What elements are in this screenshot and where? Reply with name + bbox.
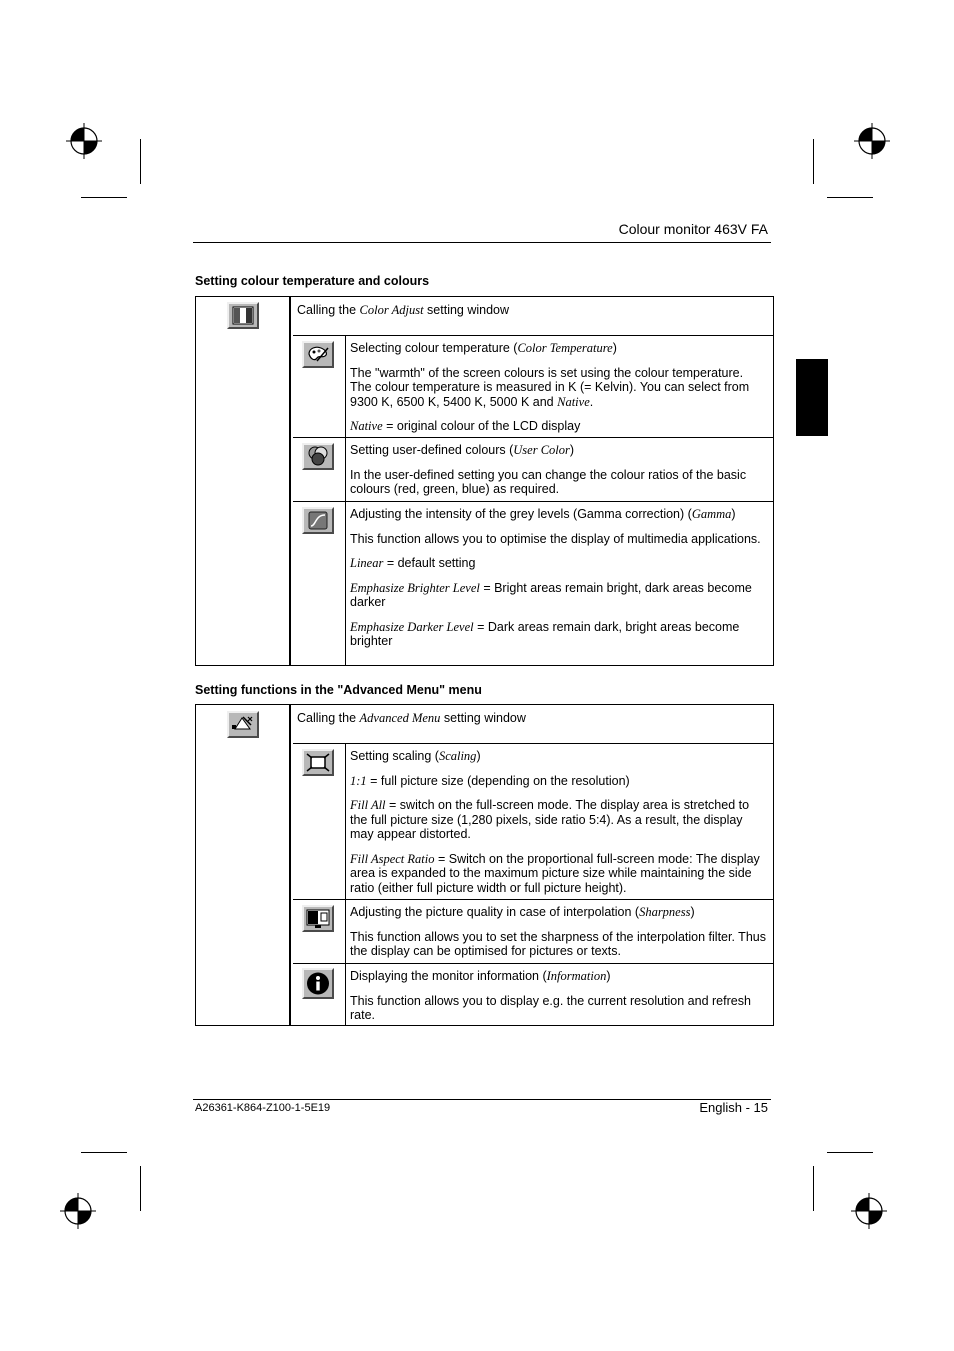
scaling-text: Setting scaling (Scaling) 1:1 = full picture size (depending on the resolution) Fill All = switch on the full-screen mode. The display area is stretched to the full picture size (1,280 pixels, side ratio 5:4). As a result, the display may appear distorted. Fill Aspect Ratio = Switch on the proportional full-screen mode: The display area is expanded to the maximum picture size while maintaining the side ratio (either full picture width or full picture height). (350, 749, 760, 895)
crop-line (813, 139, 814, 184)
menu-icon-cell (196, 705, 291, 1025)
footer-rule (193, 1099, 771, 1100)
table-row (293, 899, 773, 963)
table-row (293, 963, 773, 1026)
advanced-menu-intro: Calling the Advanced Menu setting window (297, 711, 526, 725)
crop-line (140, 1166, 141, 1211)
table-row (293, 501, 773, 666)
advanced-settings-table (195, 704, 774, 1026)
registration-mark-icon (851, 1193, 887, 1229)
header-rule (193, 242, 771, 243)
scaling-icon (302, 749, 334, 776)
registration-mark-icon (66, 123, 102, 159)
color-temperature-icon (302, 341, 334, 368)
page-header-title: Colour monitor 463V FA (618, 221, 768, 237)
color-adjust-intro: Calling the Color Adjust setting window (297, 303, 510, 317)
language-tab (796, 359, 828, 436)
crop-line (813, 1166, 814, 1211)
table-row (293, 437, 773, 501)
user-color-icon (302, 443, 334, 470)
color-temperature-text: Selecting colour temperature (Color Temperature) The "warmth" of the screen colours is set using the colour temperature. The colour temperature is measured in K (= Kelvin). You can select from 9300 K, 6500 K, 5400 K, 5000 K and Native. Native = original colour of the LCD display (350, 341, 750, 433)
information-text: Displaying the monitor information (Information) This function allows you to display e.g. the current resolution and refresh rate. (350, 969, 751, 1022)
sharpness-icon (302, 905, 334, 932)
gamma-icon (302, 507, 334, 534)
information-icon (302, 968, 334, 999)
table-row (293, 743, 773, 899)
colour-settings-table (195, 296, 774, 666)
crop-line (827, 197, 873, 198)
page-number: English - 15 (699, 1100, 768, 1115)
registration-mark-icon (60, 1193, 96, 1229)
gamma-text: Adjusting the intensity of the grey levels (Gamma correction) (Gamma) This function allows you to optimise the display of multimedia applications. Linear = default setting Emphasize Brighter Level = Bright areas remain bright, dark areas become darker Emphasize Darker Level = Dark areas remain dark, bright areas become brighter (350, 507, 761, 648)
crop-line (81, 197, 127, 198)
registration-mark-icon (854, 123, 890, 159)
sharpness-text: Adjusting the picture quality in case of interpolation (Sharpness) This function allows you to set the sharpness of the interpolation filter. Thus the display can be optimised for pictures or texts. (350, 905, 766, 958)
color-adjust-icon (227, 302, 259, 329)
user-color-text: Setting user-defined colours (User Color) In the user-defined setting you can change the colour ratios of the basic colours (red, green, blue) as required. (350, 443, 747, 496)
menu-icon-cell (196, 297, 291, 665)
section-heading-colour: Setting colour temperature and colours (195, 274, 430, 288)
crop-line (140, 139, 141, 184)
advanced-menu-icon (227, 711, 259, 738)
section-heading-advanced: Setting functions in the "Advanced Menu" menu (195, 683, 482, 697)
document-id: A26361-K864-Z100-1-5E19 (195, 1102, 331, 1114)
crop-line (81, 1152, 127, 1153)
crop-line (827, 1152, 873, 1153)
table-row (293, 335, 773, 437)
